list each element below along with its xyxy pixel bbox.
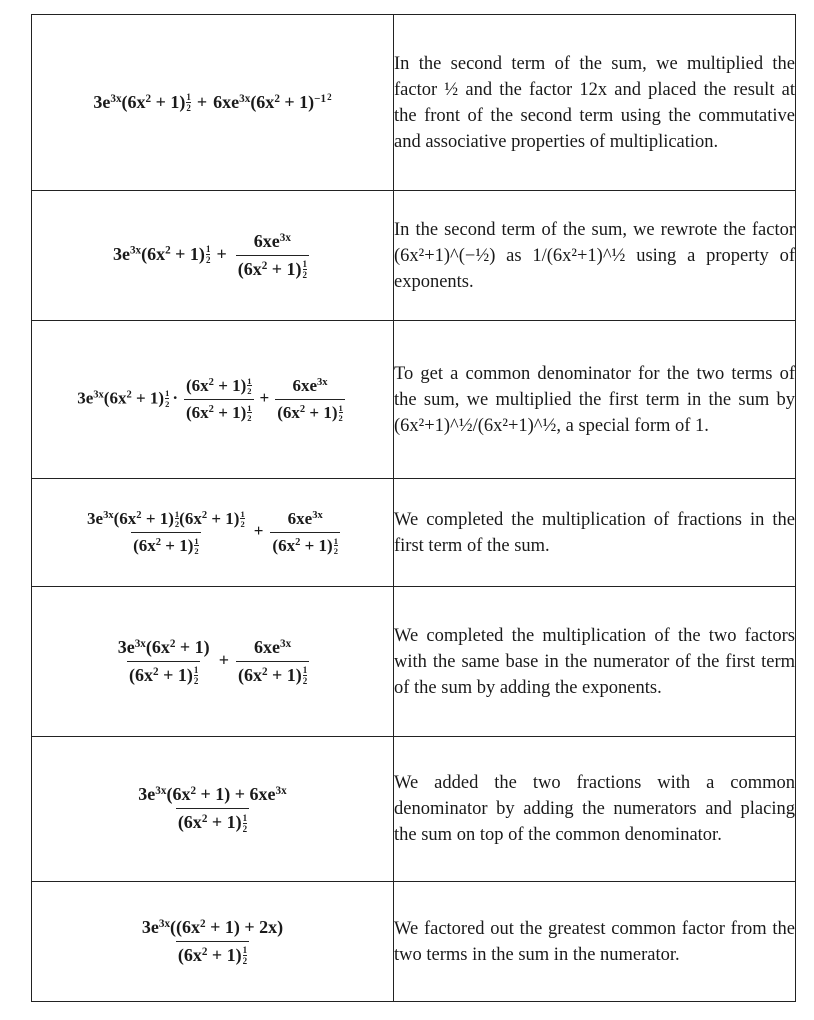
explanation-cell: We completed the multiplication of fractions in the first term of the sum. <box>394 479 796 587</box>
math-expression: $3e^{3x}(6x^2 + 1)$ $\frac{1}{2}$ + $6xe^{3x}$ $(6x^2 + 1)$ $\frac{1}{2}$ <box>112 230 308 281</box>
math-expression: $3e^{3x}(6x^2 + 1)$ $\frac{1}{2}$ $(6x^2 + 1)$ $\frac{1}{2}$ $(6x^2 + 1)$ $\frac{1}{2}$ + $6xe^{3x}$ $(6x^2 + 1)$ $\frac{1}{2}$ <box>87 508 338 557</box>
explanation-cell: We factored out the greatest common factor from the two terms in the sum in the numerator. <box>394 882 796 1002</box>
table-row <box>32 479 796 587</box>
math-cell <box>32 15 394 191</box>
math-expression: $3e^{3x}(6x^2 + 1) + 6xe^{3x}$ $(6x^2 + 1)$ $\frac{1}{2}$ <box>138 784 287 834</box>
table-row <box>32 737 796 882</box>
math-cell <box>32 479 394 587</box>
math-cell <box>32 321 394 479</box>
math-cell <box>32 191 394 321</box>
math-expression: $3e^{3x}(6x^2 + 1)$ $\frac{1}{2}$ + $6xe^{3x}(6x^2 + 1)^{-1}$ 2 <box>93 91 332 114</box>
explanation-cell: To get a common denominator for the two terms of the sum, we multiplied the first term in the sum by (6x²+1)^½/(6x²+1)^½, a special form of 1. <box>394 321 796 479</box>
explanation-cell: In the second term of the sum, we multiplied the factor ½ and the factor 12x and placed the result at the front of the second term using the commutative and associative properties of multiplication. <box>394 15 796 191</box>
table-row <box>32 15 796 191</box>
explanation-cell: We added the two fractions with a common denominator by adding the numerators and placing the sum on top of the common denominator. <box>394 737 796 882</box>
math-expression: $3e^{3x}(6x^2 + 1)$ $(6x^2 + 1)$ $\frac{1}{2}$ + $6xe^{3x}$ $(6x^2 + 1)$ $\frac{1}{2}$ <box>117 636 308 687</box>
math-cell <box>32 882 394 1002</box>
table-row <box>32 882 796 1002</box>
math-expression: $3e^{3x}(6x^2 + 1)$ $\frac{1}{2}$ · $(6x^2 + 1)$ $\frac{1}{2}$ $(6x^2 + 1)$ $\frac{1}{2}$ + $6xe^{3x}$ $(6x^2 + 1)$ $\frac{1}{2}$ <box>77 375 343 424</box>
explanation-cell: We completed the multiplication of the two factors with the same base in the numerator of the first term of the sum by adding the exponents. <box>394 587 796 737</box>
math-cell <box>32 587 394 737</box>
table-row <box>32 191 796 321</box>
explanation-cell: In the second term of the sum, we rewrote the factor (6x²+1)^(−½) as 1/(6x²+1)^½ using a property of exponents. <box>394 191 796 321</box>
table-row <box>32 587 796 737</box>
derivation-table <box>31 14 796 1002</box>
math-cell <box>32 737 394 882</box>
table-row <box>32 321 796 479</box>
math-expression: $3e^{3x}((6x^2 + 1) + 2x)$ $(6x^2 + 1)$ $\frac{1}{2}$ <box>141 916 284 967</box>
